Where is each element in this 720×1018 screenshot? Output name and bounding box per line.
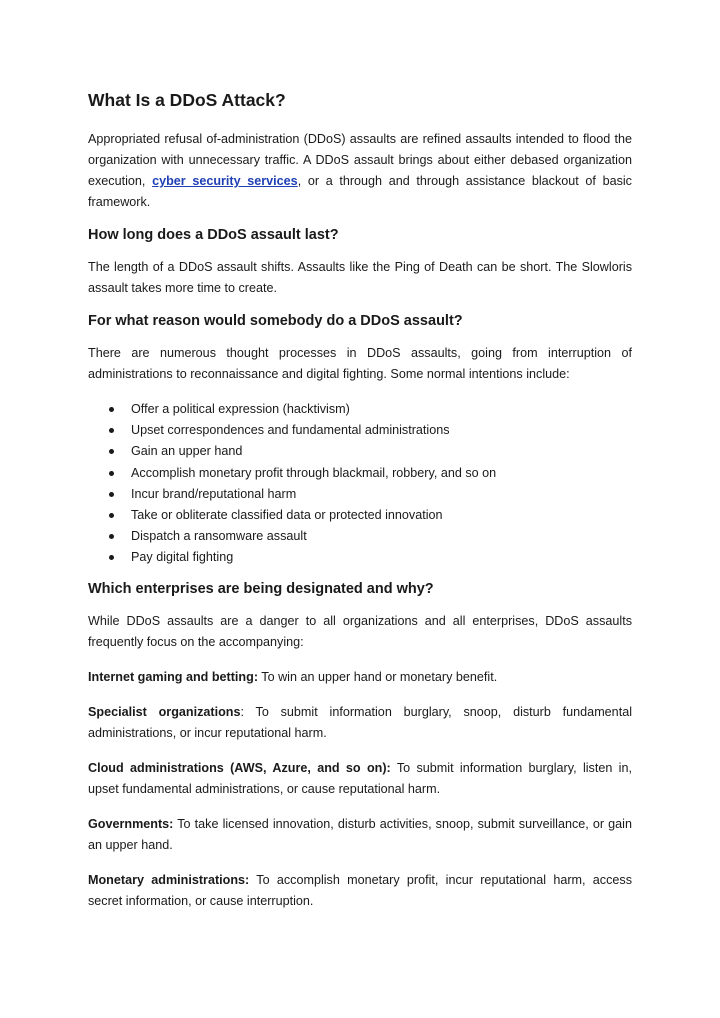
target-term: Cloud administrations (AWS, Azure, and so on): [88, 760, 391, 775]
target-term: Monetary administrations: [88, 872, 250, 887]
target-term: Internet gaming and betting: [88, 669, 259, 684]
list-item: Dispatch a ransomware assault [131, 526, 632, 547]
target-entry-governments [88, 814, 632, 856]
duration-heading: How long does a DDoS assault last? [88, 227, 339, 243]
reasons-list [88, 399, 632, 569]
list-item: Pay digital fighting [131, 547, 632, 568]
target-desc: To submit information burglary, listen in, upset fundamental administrations, or cause reputational harm. [88, 760, 632, 796]
list-item: Upset correspondences and fundamental administrations [131, 420, 632, 441]
reasons-paragraph: There are numerous thought processes in DDoS assaults, going from interruption of administrations to reconnaissance and digital fighting. Some normal intentions include: [88, 346, 632, 381]
duration-paragraph: The length of a DDoS assault shifts. Assaults like the Ping of Death can be short. The Slowloris assault takes more time to create. [88, 260, 632, 295]
intro-text-before: Appropriated refusal of-administration (DDoS) assaults are refined assaults intended to flood the organization with unnecessary traffic. A DDoS assault brings about either debased organization execution, [88, 132, 632, 188]
target-term: Governments: [88, 816, 174, 831]
target-entry-specialist [88, 702, 632, 744]
list-item: Accomplish monetary profit through blackmail, robbery, and so on [131, 463, 632, 484]
targets-paragraph: While DDoS assaults are a danger to all organizations and all enterprises, DDoS assaults frequently focus on the accompanying: [88, 613, 632, 649]
target-entry-gaming [88, 667, 632, 688]
intro-text-after: , or a through and through assistance blackout of basic framework. [88, 174, 632, 209]
target-desc: To take licensed innovation, disturb activities, snoop, submit surveillance, or gain an upper hand. [88, 816, 632, 852]
cyber-security-services-link[interactable]: cyber security services [152, 174, 298, 188]
target-desc: To win an upper hand or monetary benefit. [258, 669, 498, 684]
target-entry-monetary [88, 870, 632, 912]
list-item: Take or obliterate classified data or protected innovation [131, 505, 632, 526]
list-item: Gain an upper hand [131, 441, 632, 462]
reasons-heading: For what reason would somebody do a DDoS assault? [88, 313, 463, 329]
target-desc: : To submit information burglary, snoop, disturb fundamental administrations, or incur reputational harm. [88, 704, 632, 740]
intro-paragraph [88, 129, 632, 213]
list-item: Incur brand/reputational harm [131, 484, 632, 505]
target-entry-cloud [88, 758, 632, 800]
target-term: Specialist organizations [88, 704, 241, 719]
target-desc: To accomplish monetary profit, incur reputational harm, access secret information, or cause interruption. [88, 872, 632, 908]
list-item: Offer a political expression (hacktivism) [131, 399, 632, 420]
page-title: What Is a DDoS Attack? [88, 90, 286, 110]
targets-heading: Which enterprises are being designated and why? [88, 580, 434, 597]
